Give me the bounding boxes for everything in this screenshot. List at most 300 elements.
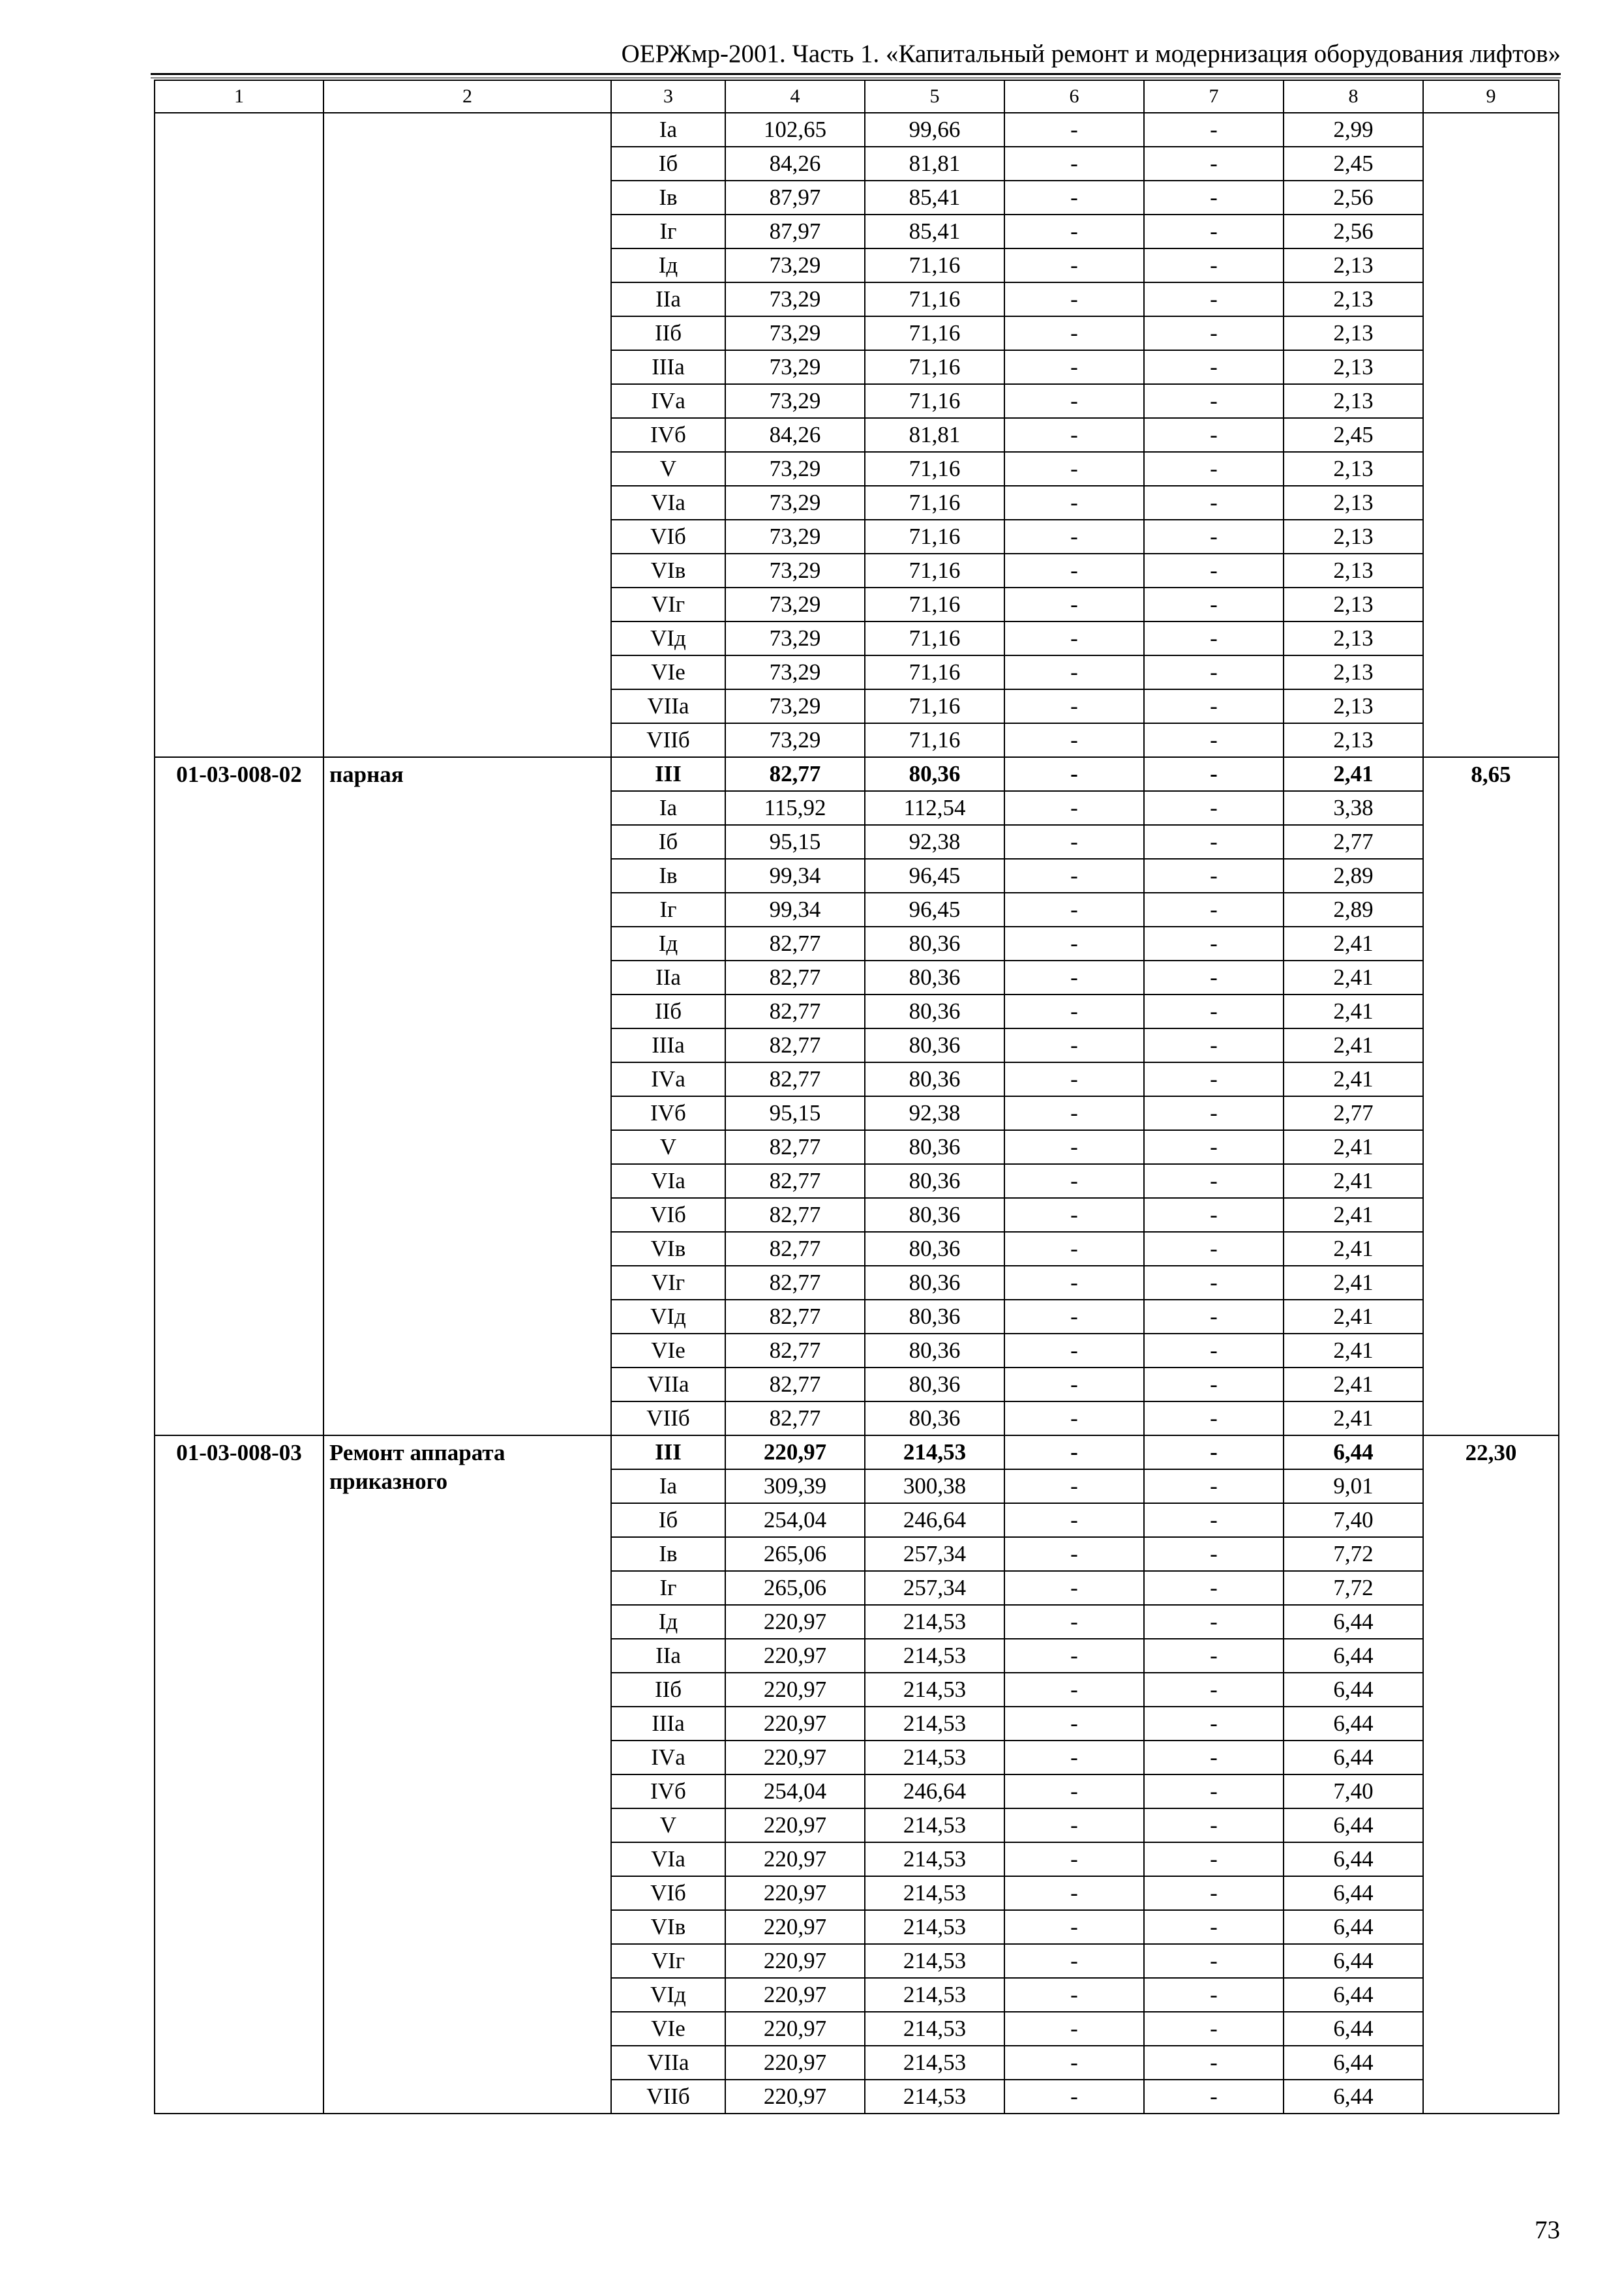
wages-cell: 214,53 <box>865 1673 1004 1707</box>
wages-cell: 214,53 <box>865 1978 1004 2012</box>
materials-cell: 6,44 <box>1284 1435 1423 1469</box>
wages-cell: 92,38 <box>865 825 1004 859</box>
materials-cell: 2,41 <box>1284 961 1423 995</box>
machinist-wages-cell: - <box>1144 757 1284 791</box>
region-cell: IVа <box>611 384 725 418</box>
machinist-wages-cell: - <box>1144 689 1284 723</box>
machines-cell: - <box>1004 1537 1144 1571</box>
wages-cell: 81,81 <box>865 147 1004 181</box>
region-cell: Iб <box>611 1503 725 1537</box>
machines-cell: - <box>1004 1944 1144 1978</box>
total-cost-cell: 220,97 <box>725 1944 865 1978</box>
machines-cell: - <box>1004 757 1144 791</box>
materials-cell: 6,44 <box>1284 1707 1423 1741</box>
region-cell: VIд <box>611 1978 725 2012</box>
machinist-wages-cell: - <box>1144 2012 1284 2046</box>
materials-cell: 2,13 <box>1284 350 1423 384</box>
machinist-wages-cell: - <box>1144 2046 1284 2080</box>
machines-cell: - <box>1004 1334 1144 1368</box>
region-cell: VIв <box>611 1910 725 1944</box>
machinist-wages-cell: - <box>1144 1096 1284 1130</box>
wages-cell: 71,16 <box>865 655 1004 689</box>
region-cell: VIг <box>611 1266 725 1300</box>
materials-cell: 6,44 <box>1284 1673 1423 1707</box>
total-cost-cell: 82,77 <box>725 1164 865 1198</box>
region-cell: IIIа <box>611 1028 725 1062</box>
region-cell: Iг <box>611 893 725 927</box>
total-cost-cell: 73,29 <box>725 486 865 520</box>
region-cell: VIе <box>611 655 725 689</box>
machinist-wages-cell: - <box>1144 452 1284 486</box>
total-cost-cell: 82,77 <box>725 1334 865 1368</box>
region-cell: VIв <box>611 554 725 588</box>
total-cost-cell: 254,04 <box>725 1503 865 1537</box>
total-cost-cell: 73,29 <box>725 282 865 316</box>
region-cell: VIIа <box>611 689 725 723</box>
labor-total-cell <box>1423 113 1559 757</box>
materials-cell: 6,44 <box>1284 1876 1423 1910</box>
region-cell: IVб <box>611 418 725 452</box>
machines-cell: - <box>1004 1842 1144 1876</box>
region-cell: VIб <box>611 1198 725 1232</box>
column-number: 2 <box>323 80 611 113</box>
machines-cell: - <box>1004 282 1144 316</box>
region-cell: VIе <box>611 2012 725 2046</box>
machines-cell: - <box>1004 723 1144 757</box>
wages-cell: 214,53 <box>865 2012 1004 2046</box>
materials-cell: 2,56 <box>1284 181 1423 215</box>
machinist-wages-cell: - <box>1144 1300 1284 1334</box>
total-cost-cell: 82,77 <box>725 1368 865 1401</box>
wages-cell: 80,36 <box>865 995 1004 1028</box>
wages-cell: 80,36 <box>865 961 1004 995</box>
region-cell: V <box>611 452 725 486</box>
machinist-wages-cell: - <box>1144 825 1284 859</box>
total-cost-cell: 84,26 <box>725 147 865 181</box>
machines-cell: - <box>1004 384 1144 418</box>
wages-cell: 214,53 <box>865 1944 1004 1978</box>
total-cost-cell: 82,77 <box>725 1232 865 1266</box>
region-cell: VIг <box>611 1944 725 1978</box>
materials-cell: 6,44 <box>1284 1808 1423 1842</box>
total-cost-cell: 265,06 <box>725 1571 865 1605</box>
machinist-wages-cell: - <box>1144 520 1284 554</box>
region-cell: IVб <box>611 1096 725 1130</box>
materials-cell: 7,72 <box>1284 1571 1423 1605</box>
machines-cell: - <box>1004 961 1144 995</box>
wages-cell: 214,53 <box>865 1707 1004 1741</box>
materials-cell: 2,41 <box>1284 1334 1423 1368</box>
materials-cell: 2,13 <box>1284 588 1423 621</box>
machinist-wages-cell: - <box>1144 995 1284 1028</box>
region-cell: VIд <box>611 1300 725 1334</box>
machines-cell: - <box>1004 655 1144 689</box>
machines-cell: - <box>1004 1707 1144 1741</box>
materials-cell: 2,13 <box>1284 452 1423 486</box>
table-body <box>155 80 1559 2114</box>
wages-cell: 71,16 <box>865 723 1004 757</box>
wages-cell: 92,38 <box>865 1096 1004 1130</box>
wages-cell: 71,16 <box>865 282 1004 316</box>
total-cost-cell: 220,97 <box>725 1876 865 1910</box>
materials-cell: 2,41 <box>1284 757 1423 791</box>
wages-cell: 85,41 <box>865 215 1004 248</box>
machinist-wages-cell: - <box>1144 1368 1284 1401</box>
machines-cell: - <box>1004 791 1144 825</box>
machinist-wages-cell: - <box>1144 1741 1284 1774</box>
total-cost-cell: 84,26 <box>725 418 865 452</box>
machinist-wages-cell: - <box>1144 2080 1284 2114</box>
machines-cell: - <box>1004 554 1144 588</box>
machines-cell: - <box>1004 147 1144 181</box>
total-cost-cell: 82,77 <box>725 961 865 995</box>
region-cell: VIа <box>611 486 725 520</box>
wages-cell: 81,81 <box>865 418 1004 452</box>
materials-cell: 2,13 <box>1284 655 1423 689</box>
machines-cell: - <box>1004 1368 1144 1401</box>
wages-cell: 80,36 <box>865 1334 1004 1368</box>
wages-cell: 80,36 <box>865 1130 1004 1164</box>
materials-cell: 2,13 <box>1284 384 1423 418</box>
machines-cell: - <box>1004 248 1144 282</box>
column-number-row <box>155 80 1559 113</box>
total-cost-cell: 73,29 <box>725 588 865 621</box>
materials-cell: 2,41 <box>1284 1266 1423 1300</box>
region-cell: Iв <box>611 181 725 215</box>
wages-cell: 246,64 <box>865 1503 1004 1537</box>
wages-cell: 80,36 <box>865 1062 1004 1096</box>
machinist-wages-cell: - <box>1144 113 1284 147</box>
region-cell: Iд <box>611 927 725 961</box>
materials-cell: 6,44 <box>1284 1944 1423 1978</box>
machinist-wages-cell: - <box>1144 1232 1284 1266</box>
region-cell: Iд <box>611 248 725 282</box>
machines-cell: - <box>1004 113 1144 147</box>
materials-cell: 2,41 <box>1284 1232 1423 1266</box>
wages-cell: 80,36 <box>865 1266 1004 1300</box>
materials-cell: 6,44 <box>1284 1605 1423 1639</box>
region-cell: IIа <box>611 282 725 316</box>
wages-cell: 71,16 <box>865 588 1004 621</box>
materials-cell: 2,56 <box>1284 215 1423 248</box>
materials-cell: 2,41 <box>1284 1028 1423 1062</box>
machines-cell: - <box>1004 825 1144 859</box>
machinist-wages-cell: - <box>1144 1876 1284 1910</box>
total-cost-cell: 87,97 <box>725 181 865 215</box>
machines-cell: - <box>1004 452 1144 486</box>
machinist-wages-cell: - <box>1144 248 1284 282</box>
wages-cell: 214,53 <box>865 1876 1004 1910</box>
materials-cell: 7,40 <box>1284 1503 1423 1537</box>
machines-cell: - <box>1004 1978 1144 2012</box>
materials-cell: 9,01 <box>1284 1469 1423 1503</box>
machinist-wages-cell: - <box>1144 893 1284 927</box>
machines-cell: - <box>1004 2046 1144 2080</box>
total-cost-cell: 73,29 <box>725 554 865 588</box>
machines-cell: - <box>1004 1605 1144 1639</box>
machinist-wages-cell: - <box>1144 1537 1284 1571</box>
wages-cell: 80,36 <box>865 1401 1004 1435</box>
norm-code-cell <box>155 113 323 757</box>
machinist-wages-cell: - <box>1144 927 1284 961</box>
wages-cell: 71,16 <box>865 621 1004 655</box>
machinist-wages-cell: - <box>1144 588 1284 621</box>
wages-cell: 214,53 <box>865 1435 1004 1469</box>
region-cell: VIд <box>611 621 725 655</box>
materials-cell: 2,13 <box>1284 316 1423 350</box>
region-cell: Iа <box>611 1469 725 1503</box>
total-cost-cell: 82,77 <box>725 1401 865 1435</box>
wages-cell: 71,16 <box>865 452 1004 486</box>
wages-cell: 71,16 <box>865 554 1004 588</box>
region-cell: Iб <box>611 825 725 859</box>
materials-cell: 2,41 <box>1284 1164 1423 1198</box>
machines-cell: - <box>1004 689 1144 723</box>
materials-cell: 2,41 <box>1284 1368 1423 1401</box>
region-cell: IIб <box>611 995 725 1028</box>
materials-cell: 2,45 <box>1284 418 1423 452</box>
machines-cell: - <box>1004 215 1144 248</box>
machines-cell: - <box>1004 1130 1144 1164</box>
materials-cell: 2,13 <box>1284 520 1423 554</box>
norm-code-cell: 01-03-008-02 <box>155 757 323 1435</box>
wages-cell: 99,66 <box>865 113 1004 147</box>
materials-cell: 2,13 <box>1284 486 1423 520</box>
wages-cell: 246,64 <box>865 1774 1004 1808</box>
region-cell: VIб <box>611 1876 725 1910</box>
materials-cell: 2,45 <box>1284 147 1423 181</box>
materials-cell: 2,13 <box>1284 248 1423 282</box>
materials-cell: 2,41 <box>1284 1062 1423 1096</box>
total-cost-cell: 220,97 <box>725 1673 865 1707</box>
total-cost-cell: 220,97 <box>725 2012 865 2046</box>
wages-cell: 257,34 <box>865 1537 1004 1571</box>
machinist-wages-cell: - <box>1144 1435 1284 1469</box>
machinist-wages-cell: - <box>1144 1910 1284 1944</box>
region-cell: III <box>611 1435 725 1469</box>
materials-cell: 6,44 <box>1284 2046 1423 2080</box>
total-cost-cell: 220,97 <box>725 1842 865 1876</box>
materials-cell: 2,41 <box>1284 1198 1423 1232</box>
wages-cell: 80,36 <box>865 1232 1004 1266</box>
machinist-wages-cell: - <box>1144 554 1284 588</box>
total-cost-cell: 220,97 <box>725 1978 865 2012</box>
materials-cell: 6,44 <box>1284 1639 1423 1673</box>
region-cell: Iв <box>611 859 725 893</box>
region-cell: VIIб <box>611 723 725 757</box>
total-cost-cell: 87,97 <box>725 215 865 248</box>
machinist-wages-cell: - <box>1144 1944 1284 1978</box>
machinist-wages-cell: - <box>1144 1707 1284 1741</box>
machinist-wages-cell: - <box>1144 1673 1284 1707</box>
rates-table <box>154 80 1559 2114</box>
page-header-title: ОЕРЖмр-2001. Часть 1. «Капитальный ремонт и модернизация оборудования лифтов» <box>621 40 1561 68</box>
region-cell: Iг <box>611 215 725 248</box>
total-cost-cell: 265,06 <box>725 1537 865 1571</box>
work-name-cell <box>323 113 611 757</box>
materials-cell: 2,99 <box>1284 113 1423 147</box>
machines-cell: - <box>1004 486 1144 520</box>
machines-cell: - <box>1004 520 1144 554</box>
wages-cell: 80,36 <box>865 1164 1004 1198</box>
region-cell: Iа <box>611 113 725 147</box>
column-number: 8 <box>1284 80 1423 113</box>
machinist-wages-cell: - <box>1144 1401 1284 1435</box>
region-cell: VIб <box>611 520 725 554</box>
wages-cell: 214,53 <box>865 1808 1004 1842</box>
wages-cell: 214,53 <box>865 1910 1004 1944</box>
machinist-wages-cell: - <box>1144 961 1284 995</box>
wages-cell: 71,16 <box>865 316 1004 350</box>
region-cell: V <box>611 1130 725 1164</box>
region-cell: Iб <box>611 147 725 181</box>
total-cost-cell: 73,29 <box>725 621 865 655</box>
materials-cell: 2,13 <box>1284 621 1423 655</box>
machinist-wages-cell: - <box>1144 1571 1284 1605</box>
machinist-wages-cell: - <box>1144 723 1284 757</box>
machines-cell: - <box>1004 1198 1144 1232</box>
machines-cell: - <box>1004 927 1144 961</box>
region-cell: III <box>611 757 725 791</box>
machines-cell: - <box>1004 1266 1144 1300</box>
total-cost-cell: 82,77 <box>725 927 865 961</box>
machines-cell: - <box>1004 350 1144 384</box>
machines-cell: - <box>1004 1300 1144 1334</box>
region-cell: IVб <box>611 1774 725 1808</box>
machines-cell: - <box>1004 1062 1144 1096</box>
machinist-wages-cell: - <box>1144 655 1284 689</box>
wages-cell: 80,36 <box>865 927 1004 961</box>
total-cost-cell: 73,29 <box>725 248 865 282</box>
total-cost-cell: 82,77 <box>725 1300 865 1334</box>
wages-cell: 80,36 <box>865 1198 1004 1232</box>
materials-cell: 2,13 <box>1284 554 1423 588</box>
materials-cell: 6,44 <box>1284 1842 1423 1876</box>
wages-cell: 71,16 <box>865 689 1004 723</box>
machinist-wages-cell: - <box>1144 1062 1284 1096</box>
machinist-wages-cell: - <box>1144 1469 1284 1503</box>
machines-cell: - <box>1004 2080 1144 2114</box>
machines-cell: - <box>1004 621 1144 655</box>
region-cell: VIIб <box>611 1401 725 1435</box>
total-cost-cell: 82,77 <box>725 1130 865 1164</box>
region-cell: Iг <box>611 1571 725 1605</box>
machinist-wages-cell: - <box>1144 1842 1284 1876</box>
total-cost-cell: 99,34 <box>725 893 865 927</box>
materials-cell: 7,72 <box>1284 1537 1423 1571</box>
wages-cell: 214,53 <box>865 1639 1004 1673</box>
table-row <box>155 757 1559 791</box>
region-cell: IIа <box>611 961 725 995</box>
region-cell: V <box>611 1808 725 1842</box>
total-cost-cell: 220,97 <box>725 1435 865 1469</box>
wages-cell: 300,38 <box>865 1469 1004 1503</box>
machinist-wages-cell: - <box>1144 215 1284 248</box>
total-cost-cell: 82,77 <box>725 1062 865 1096</box>
machines-cell: - <box>1004 1808 1144 1842</box>
materials-cell: 6,44 <box>1284 2012 1423 2046</box>
wages-cell: 214,53 <box>865 1605 1004 1639</box>
materials-cell: 2,13 <box>1284 282 1423 316</box>
total-cost-cell: 220,97 <box>725 1707 865 1741</box>
total-cost-cell: 82,77 <box>725 1028 865 1062</box>
total-cost-cell: 115,92 <box>725 791 865 825</box>
machinist-wages-cell: - <box>1144 1503 1284 1537</box>
total-cost-cell: 73,29 <box>725 316 865 350</box>
machines-cell: - <box>1004 1503 1144 1537</box>
column-number: 1 <box>155 80 323 113</box>
region-cell: VIIа <box>611 1368 725 1401</box>
machines-cell: - <box>1004 1096 1144 1130</box>
machinist-wages-cell: - <box>1144 282 1284 316</box>
materials-cell: 2,77 <box>1284 825 1423 859</box>
machines-cell: - <box>1004 1741 1144 1774</box>
wages-cell: 96,45 <box>865 859 1004 893</box>
column-number: 3 <box>611 80 725 113</box>
machines-cell: - <box>1004 418 1144 452</box>
machines-cell: - <box>1004 1401 1144 1435</box>
region-cell: VIе <box>611 1334 725 1368</box>
machines-cell: - <box>1004 1639 1144 1673</box>
machinist-wages-cell: - <box>1144 181 1284 215</box>
wages-cell: 80,36 <box>865 1300 1004 1334</box>
materials-cell: 2,41 <box>1284 927 1423 961</box>
materials-cell: 2,89 <box>1284 893 1423 927</box>
machines-cell: - <box>1004 588 1144 621</box>
machinist-wages-cell: - <box>1144 1978 1284 2012</box>
wages-cell: 71,16 <box>865 520 1004 554</box>
region-cell: IIIа <box>611 1707 725 1741</box>
materials-cell: 2,89 <box>1284 859 1423 893</box>
machines-cell: - <box>1004 1164 1144 1198</box>
machinist-wages-cell: - <box>1144 418 1284 452</box>
column-number: 4 <box>725 80 865 113</box>
machinist-wages-cell: - <box>1144 1808 1284 1842</box>
materials-cell: 2,41 <box>1284 1401 1423 1435</box>
region-cell: IIб <box>611 1673 725 1707</box>
machines-cell: - <box>1004 1910 1144 1944</box>
total-cost-cell: 73,29 <box>725 452 865 486</box>
wages-cell: 112,54 <box>865 791 1004 825</box>
wages-cell: 80,36 <box>865 1028 1004 1062</box>
total-cost-cell: 73,29 <box>725 723 865 757</box>
region-cell: Iа <box>611 791 725 825</box>
machines-cell: - <box>1004 1232 1144 1266</box>
region-cell: VIв <box>611 1232 725 1266</box>
region-cell: IVа <box>611 1741 725 1774</box>
total-cost-cell: 254,04 <box>725 1774 865 1808</box>
region-cell: IIа <box>611 1639 725 1673</box>
total-cost-cell: 220,97 <box>725 1910 865 1944</box>
machines-cell: - <box>1004 1469 1144 1503</box>
machines-cell: - <box>1004 1028 1144 1062</box>
materials-cell: 6,44 <box>1284 1910 1423 1944</box>
page-number: 73 <box>1535 2216 1560 2244</box>
total-cost-cell: 102,65 <box>725 113 865 147</box>
total-cost-cell: 82,77 <box>725 757 865 791</box>
wages-cell: 80,36 <box>865 757 1004 791</box>
wages-cell: 214,53 <box>865 2080 1004 2114</box>
materials-cell: 2,13 <box>1284 723 1423 757</box>
wages-cell: 85,41 <box>865 181 1004 215</box>
wages-cell: 71,16 <box>865 350 1004 384</box>
materials-cell: 2,77 <box>1284 1096 1423 1130</box>
machinist-wages-cell: - <box>1144 486 1284 520</box>
machines-cell: - <box>1004 1571 1144 1605</box>
wages-cell: 214,53 <box>865 2046 1004 2080</box>
region-cell: IIIа <box>611 350 725 384</box>
machinist-wages-cell: - <box>1144 1130 1284 1164</box>
